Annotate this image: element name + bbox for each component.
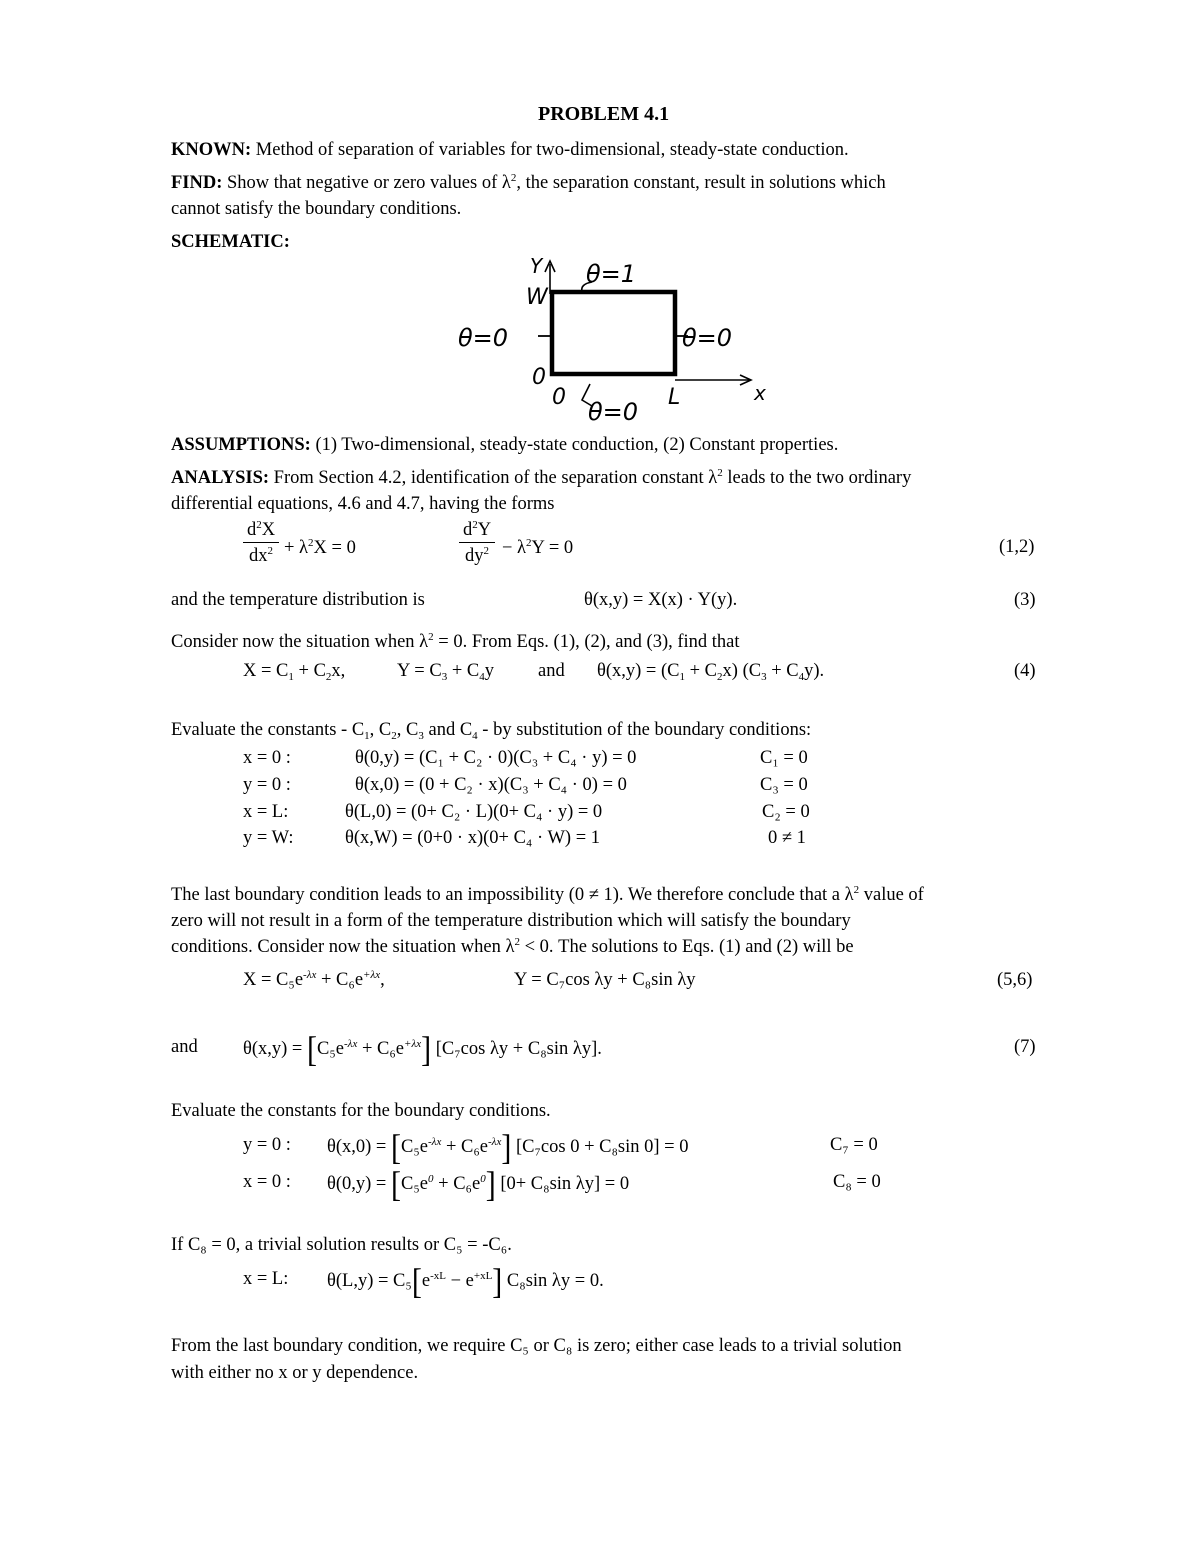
eq1-den: dx — [249, 546, 268, 567]
bc-row-2-result: C₃ = 0 — [760, 775, 808, 795]
eq4-t-e: y). — [804, 661, 825, 681]
known-line — [171, 141, 849, 160]
eq7-b2e: +λx — [404, 1038, 422, 1050]
eq2-num-var: Y — [477, 520, 492, 540]
bottom-bc-label: θ=0 — [588, 398, 639, 426]
right-bc-label: θ=0 — [682, 324, 733, 352]
zero-case-sup: 2 — [428, 631, 434, 643]
bc2-1-b2e: -λx — [488, 1136, 502, 1148]
eval1-e: - by substitution of the boundary conditions: — [477, 720, 812, 740]
page-title: PROBLEM 4.1 — [538, 103, 670, 125]
bc-row-3-result: C₂ = 0 — [762, 802, 810, 822]
eq1-rest-sup: 2 — [308, 537, 314, 549]
temp-dist-text: and the temperature distribution is — [171, 590, 425, 610]
bc-row-4-cond: y = W: — [243, 828, 294, 848]
conclusion-1b: value of — [859, 885, 924, 905]
zero-case-text-a: Consider now the situation when λ — [171, 632, 429, 652]
trivial-line: If C₈ = 0, a trivial solution results or C₅ = -C₆. — [171, 1235, 512, 1255]
trivial-b1: e — [421, 1271, 431, 1291]
known-text: Method of separation of variables for two-dimensional, steady-state conduction. — [255, 140, 849, 160]
eq1-num: d — [246, 520, 257, 540]
eq4-x-a: X = C — [243, 661, 289, 681]
eq5-a: X = C₅e — [243, 970, 304, 990]
bc-row-1-result: C₁ = 0 — [760, 748, 808, 768]
bc2-1-b1e: -λx — [428, 1136, 442, 1148]
bc2-1-lhs: θ(x,0) = — [327, 1137, 387, 1157]
bc2-1-lb: [ — [391, 1127, 401, 1168]
eq1-fraction-bar — [243, 542, 279, 543]
eq4-x-c: x, — [331, 661, 346, 681]
eq4-x-sub2: 2 — [325, 671, 332, 683]
assumptions-label: ASSUMPTIONS: — [171, 435, 311, 455]
eq4-x-sub1: 1 — [288, 671, 294, 683]
bc-row-4-result: 0 ≠ 1 — [768, 828, 806, 848]
assumptions-text: (1) Two-dimensional, steady-state conduction, (2) Constant properties. — [315, 435, 839, 455]
zero-case-text-b: = 0. From Eqs. (1), (2), and (3), find that — [433, 632, 740, 652]
trivial-lhs: θ(L,y) = C₅ — [327, 1271, 412, 1291]
known-label: KNOWN: — [171, 140, 252, 160]
analysis-sup: 2 — [717, 467, 723, 479]
zero-case-line — [171, 633, 740, 652]
conclusion-line-2: zero will not result in a form of the temperature distribution which will satisfy the boundary — [171, 911, 851, 931]
eq12-tag: (1,2) — [999, 537, 1035, 557]
schematic-diagram — [450, 250, 780, 430]
bc2-row-1-eq — [327, 1127, 689, 1168]
eq2-num: d — [462, 520, 473, 540]
analysis-text-b: leads to the two ordinary — [722, 468, 912, 488]
w-label: W — [526, 285, 548, 310]
bc2-row-2-result: C₈ = 0 — [833, 1172, 881, 1192]
eq4-t-sub3: 3 — [761, 671, 767, 683]
eq2-fraction — [459, 520, 495, 567]
analysis-line-1 — [171, 469, 911, 488]
eq1-num-var: X — [261, 520, 276, 540]
eq7-left-bracket: [ — [307, 1029, 317, 1070]
assumptions-line — [171, 436, 838, 455]
trivial-rhs: C₈sin λy = 0. — [506, 1271, 604, 1291]
bc-row-1-cond: x = 0 : — [243, 748, 291, 768]
eq5-b: + C₆e — [316, 970, 364, 990]
bc2-1-rb: ] — [501, 1127, 512, 1168]
trivial-lb: [ — [411, 1261, 422, 1302]
evaluate-constants-line — [171, 721, 811, 740]
eq2-rest-sup: 2 — [526, 537, 532, 549]
eq7-b1e: -λx — [344, 1038, 358, 1050]
eval1-d: and C — [423, 720, 473, 740]
conclusion-line-3 — [171, 938, 854, 957]
eq2-den-sup: 2 — [483, 545, 489, 558]
eval1-s2: 2 — [391, 730, 397, 742]
analysis-line-2: differential equations, 4.6 and 4.7, having the forms — [171, 494, 555, 514]
trivial-b2: − e — [445, 1271, 474, 1291]
find-sup: 2 — [510, 172, 517, 184]
bc2-row-1-cond: y = 0 : — [243, 1135, 291, 1155]
bc2-row-2-cond: x = 0 : — [243, 1172, 291, 1192]
l-label: L — [668, 385, 681, 410]
eq4-t-sub4: 4 — [798, 671, 805, 683]
eq6: Y = C₇cos λy + C₈sin λy — [514, 970, 696, 990]
eq4-x — [243, 662, 345, 681]
eq5 — [243, 971, 385, 990]
bc-row-1-eq: θ(0,y) = (C₁ + C₂ · 0)(C₃ + C₄ · y) = 0 — [355, 748, 637, 768]
eq4-y-c: y — [484, 661, 494, 681]
eq4-x-b: + C — [293, 661, 326, 681]
eval1-s3: 3 — [418, 730, 424, 742]
eq7-lhs: θ(x,y) = — [243, 1039, 303, 1059]
origin-x-label: 0 — [552, 385, 566, 410]
eq56-tag: (5,6) — [997, 970, 1033, 990]
conclusion-sup-3: 2 — [514, 936, 520, 948]
eval1-s1: 1 — [364, 730, 370, 742]
analysis-label: ANALYSIS: — [171, 468, 270, 488]
bc2-2-b2: + C₆e — [433, 1174, 481, 1194]
eq5-exp1: -λx — [303, 969, 317, 981]
left-bc-label: θ=0 — [458, 324, 509, 352]
find-line-1 — [171, 174, 886, 193]
conclusion-1a: The last boundary condition leads to an impossibility (0 ≠ 1). We therefore conclude that a λ — [171, 885, 854, 905]
bc-row-4-eq: θ(x,W) = (0+0 · x)(0+ C₄ · W) = 1 — [345, 828, 601, 848]
bc2-1-b2: + C₆e — [441, 1137, 489, 1157]
eq7-b2: + C₆e — [357, 1039, 405, 1059]
bc-row-2-cond: y = 0 : — [243, 775, 291, 795]
find-line-2: cannot satisfy the boundary conditions. — [171, 199, 462, 219]
bc2-2-b1: C₅e — [401, 1174, 429, 1194]
final-line-2: with either no x or y dependence. — [171, 1363, 419, 1383]
y-axis-label: Y — [530, 254, 543, 278]
eq7-and: and — [171, 1037, 198, 1057]
find-text-b: , the separation constant, result in solutions which — [516, 173, 886, 193]
eq2-rest-a: − λ — [502, 538, 527, 558]
plate-rectangle — [552, 292, 675, 374]
bc2-1-rhs: [C₇cos 0 + C₈sin 0] = 0 — [515, 1137, 689, 1157]
bc-row-2-eq: θ(x,0) = (0 + C₂ · x)(C₃ + C₄ · 0) = 0 — [355, 775, 627, 795]
conclusion-3b: < 0. The solutions to Eqs. (1) and (2) will be — [519, 937, 854, 957]
find-label: FIND: — [171, 173, 223, 193]
conclusion-line-1 — [171, 886, 924, 905]
trivial-b2e: +xL — [473, 1270, 493, 1282]
eq4-t-c: x) (C — [722, 661, 762, 681]
eq4-t-sub2: 2 — [717, 671, 723, 683]
eq7-right-bracket: ] — [421, 1029, 432, 1070]
final-line-1: From the last boundary condition, we require C₅ or C₈ is zero; either case leads to a trivial solution — [171, 1336, 902, 1356]
eq4-t-d: + C — [766, 661, 799, 681]
eq4-t-sub1: 1 — [679, 671, 685, 683]
eq1-num-sup: 2 — [256, 519, 262, 531]
bc2-row-1-result: C₇ = 0 — [830, 1135, 878, 1155]
trivial-eq — [327, 1261, 604, 1302]
eq4-y-b: + C — [447, 661, 480, 681]
eq2-rest — [502, 539, 573, 558]
conclusion-3a: conditions. Consider now the situation when λ — [171, 937, 515, 957]
bc2-2-rhs: [0+ C₈sin λy] = 0 — [500, 1174, 630, 1194]
trivial-rb: ] — [492, 1261, 503, 1302]
find-text-a: Show that negative or zero values of λ — [227, 173, 511, 193]
bc2-2-lb: [ — [391, 1164, 401, 1205]
eq7 — [243, 1029, 602, 1070]
bc-row-3-cond: x = L: — [243, 802, 289, 822]
eq4-t-a: θ(x,y) = (C — [597, 661, 680, 681]
eval1-b: , C — [369, 720, 392, 740]
eq2-num-sup: 2 — [472, 519, 478, 531]
conclusion-sup-1: 2 — [853, 884, 860, 896]
bc-row-3-eq: θ(L,0) = (0+ C₂ · L)(0+ C₄ · y) = 0 — [345, 802, 603, 822]
origin-y-label: 0 — [532, 365, 546, 390]
bc2-2-b2e: 0 — [480, 1173, 486, 1185]
eq7-tag: (7) — [1014, 1037, 1036, 1057]
eval1-a: Evaluate the constants - C — [171, 720, 365, 740]
x-axis-label: x — [754, 381, 766, 405]
bc2-2-b1e: 0 — [428, 1173, 434, 1185]
eq4-tag: (4) — [1014, 661, 1036, 681]
eq4-y-sub4: 4 — [479, 671, 485, 683]
trivial-b1e: -xL — [430, 1270, 446, 1282]
bc2-row-2-eq — [327, 1164, 630, 1205]
bc2-2-lhs: θ(0,y) = — [327, 1174, 387, 1194]
eq4-t-b: + C — [685, 661, 718, 681]
trivial-cond: x = L: — [243, 1269, 289, 1289]
top-bc-label: θ=1 — [586, 260, 637, 288]
eq4-y — [397, 662, 494, 681]
bc2-1-b1: C₅e — [401, 1137, 429, 1157]
bc2-2-rb: ] — [485, 1164, 496, 1205]
eq2-rest-b: Y = 0 — [531, 538, 574, 558]
eq1-rest-b: X = 0 — [313, 538, 356, 558]
eval1-c: , C — [396, 720, 419, 740]
eq4-and: and — [538, 661, 565, 681]
eq3: θ(x,y) = X(x) · Y(y). — [584, 590, 738, 610]
analysis-text-a: From Section 4.2, identification of the separation constant λ — [273, 468, 718, 488]
eq1-rest-a: + λ — [284, 538, 309, 558]
eval1-s4: 4 — [472, 730, 478, 742]
evaluate-constants-2: Evaluate the constants for the boundary conditions. — [171, 1101, 551, 1121]
eq4-y-a: Y = C — [397, 661, 442, 681]
eq5-exp2: +λx — [363, 969, 381, 981]
eq2-fraction-bar — [459, 542, 495, 543]
eq4-theta — [597, 662, 824, 681]
eq7-rhs: [C₇cos λy + C₈sin λy]. — [435, 1039, 602, 1059]
schematic-label: SCHEMATIC: — [171, 232, 290, 252]
eq1-rest — [284, 539, 356, 558]
eq1-fraction — [243, 520, 279, 567]
eq1-den-sup: 2 — [267, 545, 273, 558]
eq2-den: dy — [465, 546, 484, 567]
eq7-b1: C₅e — [317, 1039, 345, 1059]
eq5-c: , — [380, 970, 385, 990]
eq4-y-sub3: 3 — [441, 671, 448, 683]
eq3-tag: (3) — [1014, 590, 1036, 610]
